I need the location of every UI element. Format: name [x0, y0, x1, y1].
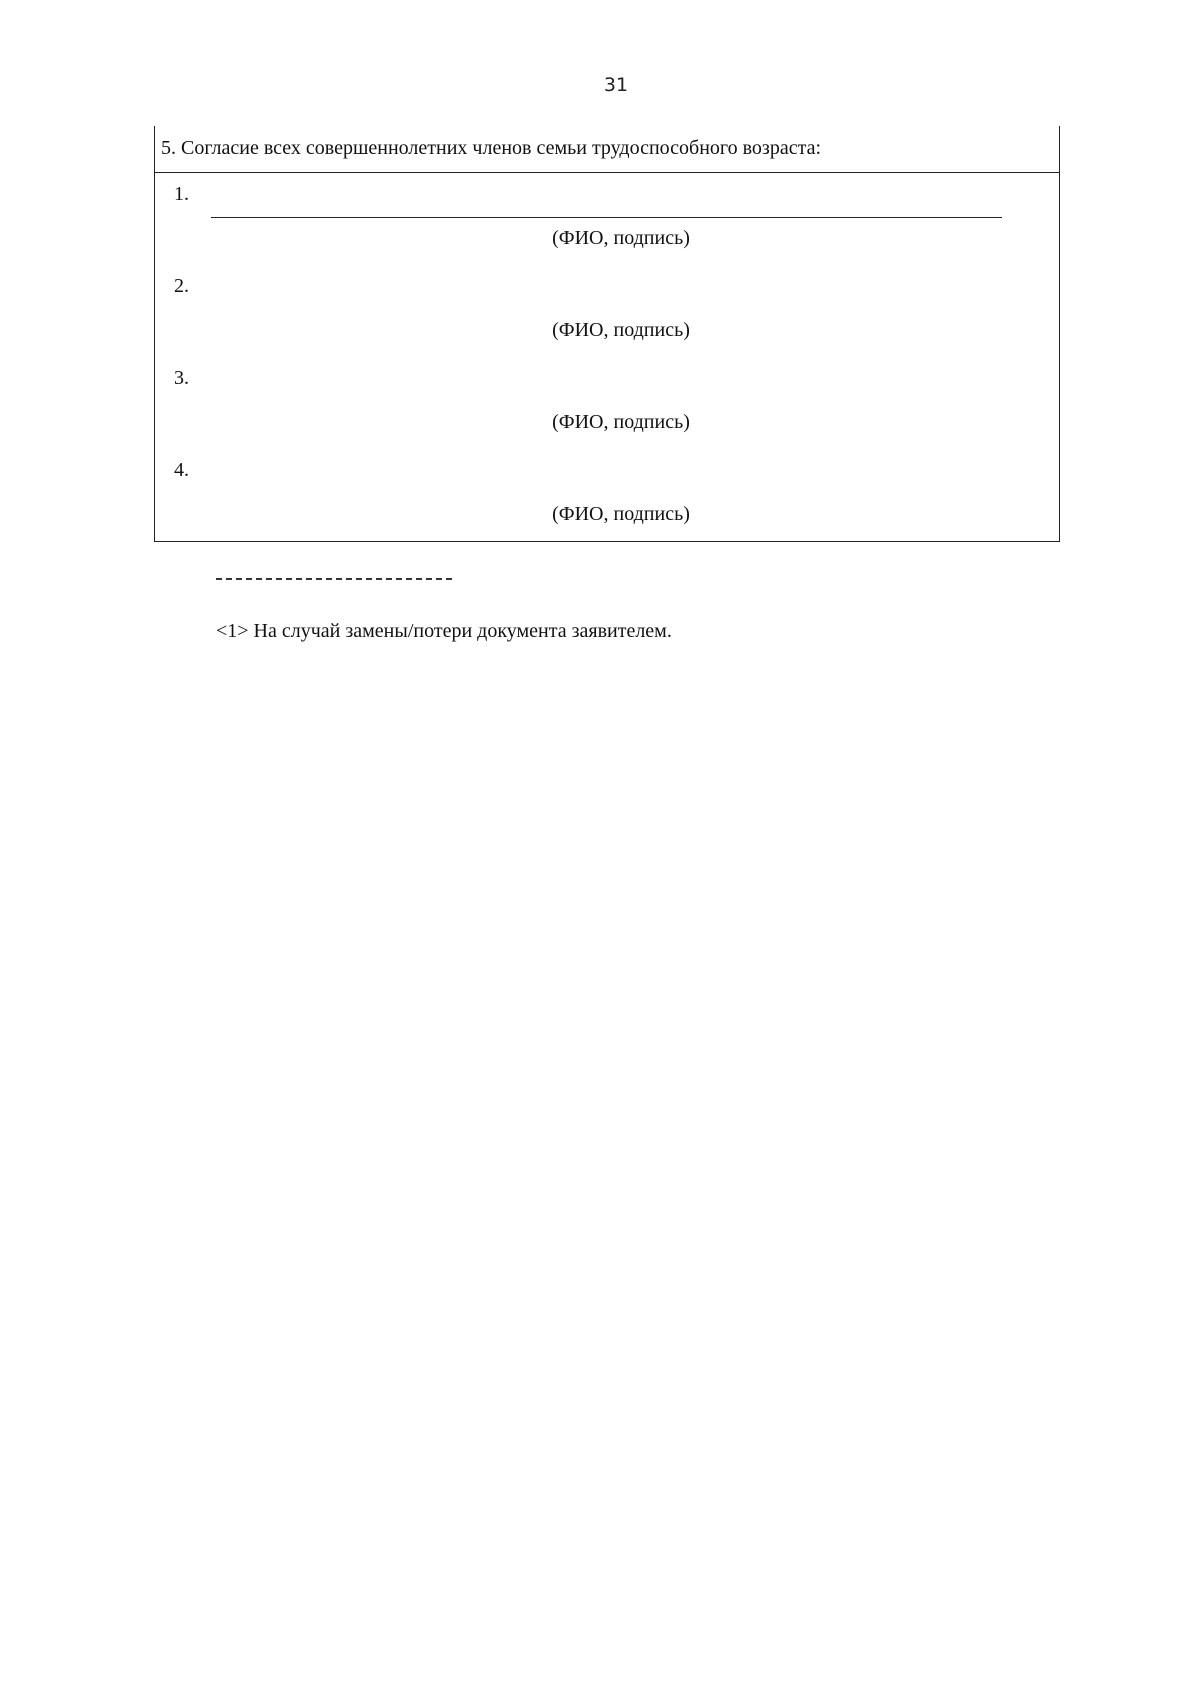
signature-caption: (ФИО, подпись)	[552, 319, 690, 341]
signature-caption: (ФИО, подпись)	[552, 227, 690, 249]
page-number: 31	[603, 74, 629, 96]
member-row-4	[155, 449, 1059, 541]
member-number: 4.	[174, 459, 189, 481]
member-number: 3.	[174, 367, 189, 389]
section-title: 5. Согласие всех совершеннолетних членов семьи трудоспособного возраста:	[155, 126, 1059, 173]
member-number: 2.	[174, 275, 189, 297]
signature-line[interactable]	[211, 217, 1002, 218]
signature-caption: (ФИО, подпись)	[552, 411, 690, 433]
member-row-1	[155, 173, 1059, 265]
consent-section	[154, 126, 1060, 542]
member-number: 1.	[174, 183, 189, 205]
signature-caption: (ФИО, подпись)	[552, 503, 690, 525]
footnote-text: <1> На случай замены/потери документа заявителем.	[216, 620, 672, 642]
member-row-3	[155, 357, 1059, 449]
footnote-separator	[216, 578, 452, 580]
member-row-2	[155, 265, 1059, 357]
